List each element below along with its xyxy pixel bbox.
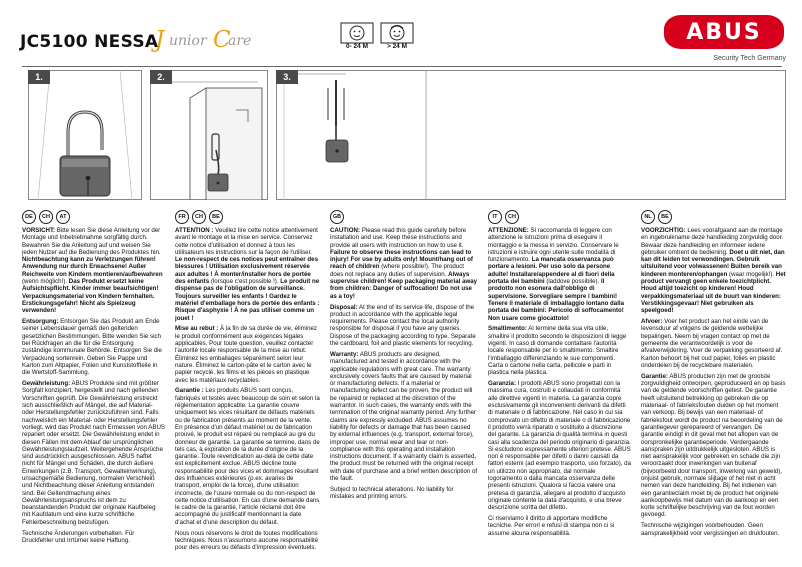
bold-text: Garanzia: <box>488 380 516 388</box>
body-text: (laddove possibile). <box>544 278 601 286</box>
body-text: Voer het product aan het einde van de levensduur af volgens de geldende wettelijke bepalingen. Neem bij vragen contact op met de gemeente die verantwoordelijk is voor de afvalverwijdering. Voer de verpakking gesorteerd af. Karton behoort bij het oud papier, folies en plastic onderdelen bij de recyclebare materialen. <box>641 318 783 369</box>
age-label-child: > 24 M <box>386 43 408 50</box>
paragraph <box>488 380 631 511</box>
paragraph <box>22 380 165 526</box>
body-text: Please read this guide carefully before installation and use. Keep these instructions and provide all users with instruction on how to use it. <box>330 227 467 249</box>
body-text: Si raccomanda di leggere con attenzione le istruzioni prima di eseguire il montaggio e la messa in servizio. Conservare le istruzioni e istruire ogni utente sulle modalità di funzionamento. <box>488 227 619 264</box>
lang-badge-de: DE <box>22 210 36 224</box>
junior-care-logo <box>155 27 273 53</box>
paragraph <box>330 486 478 501</box>
text-column-nl <box>641 227 786 541</box>
paragraph <box>330 304 478 348</box>
paragraph <box>22 318 165 376</box>
body-text: Technische wijzigingen voorbehouden. Geen aansprakelijkheid voor vergissingen en drukfouten. <box>641 522 780 537</box>
paragraph <box>488 227 631 322</box>
bold-text: Warranty: <box>330 350 359 358</box>
body-text: ABUS products are designed, manufactured and tested in accordance with the applicable regulations with great care. The warranty exclusively covers faults that are caused by material or manufacturing defects. If a material or manufacturing defect can be proven, the product will be repaired or replaced at the discretion of the warrantor. In such cases, the warranty ends with the termination of the original warranty period. Any further claims are expressly excluded. ABUS assumes no liability for defects or damage that has been caused by external influences (e.g. transport, external force), improper use, normal wear and tear or non-compliance with this operating and installation instructions document. If a warranty claim is asserted, the product must be returned with the original receipt with date of purchase and a brief written description of the fault. <box>330 350 478 482</box>
bold-text: VOORZICHTIG: <box>641 227 686 234</box>
body-text: Nous nous réservons le droit de toutes modifications techniques. Nous n'assumons aucune responsabilité pour des erreurs ou défauts d'impression éventuels. <box>175 529 319 552</box>
body-text: Al termine della sua vita utile, smaltire il prodotto secondo le disposizioni di legge vigenti. In caso di domande contattare l'autorità locale responsabile per lo smaltimento. Smaltire l'imballaggio differenziando le sue componenti. Carta o cartone nella carta, pellicole e parti in plastica nella plastica. <box>488 325 627 377</box>
body-text: (wenn möglich!). <box>22 278 69 286</box>
paragraph <box>488 325 631 376</box>
body-text: Bitte lesen Sie diese Anleitung vor der Montage und Inbetriebnahme sorgfältig durch. Bewahren Sie die Anleitung auf und weisen Sie jeden Nutzer auf die Bedienung des Produktes hin. <box>22 227 161 256</box>
paragraph <box>641 522 786 537</box>
bold-text: Garantie: <box>641 372 668 380</box>
bold-text: Entsorgung: <box>22 318 59 326</box>
figure-1-illustration <box>28 70 142 200</box>
body-text: Veuillez lire cette notice attentivement avant le montage et la mise en service. Conservez cette notice d'utilisation et donnez à tous les utilisateurs les instructions sur la façon de l'utiliser. <box>175 227 318 256</box>
figure-3 <box>276 70 786 200</box>
lang-badge-ch: CH <box>39 210 53 224</box>
text-column-de <box>22 227 165 548</box>
body-text: (lorsque c'est possible !). <box>209 278 281 286</box>
brand-tagline: Security Tech Germany <box>713 55 786 62</box>
bold-text: Doet u dit niet, dan kan dit leiden tot verwondingen. Gebruik uitsluitend voor volwassenen! Buiten bereik van kinderen monteren/ophangen <box>641 248 785 278</box>
body-text: À la fin de sa durée de vie, éliminez le produit conformément aux exigences légales applicables. Pour toute question, veuillez contacter l'autorité locale responsable de la mise au rebut. Éliminez les emballages séparément selon leur nature. Éliminez le carton-pâte et le carton avec le papier recyclé, les films et les pièces en plastique avec les matériaux recyclables. <box>175 325 317 384</box>
text-column-fr <box>175 227 320 555</box>
body-text: I prodotti ABUS sono progettati con la massima cura, costruiti e collaudati in conformità alle direttive vigenti in materia. La garanzia copre esclusivamente gli inconvenienti derivanti da difetti di materiale o di fabbricazione. Nel caso in cui sia comprovato un difetto di materiale o di fabbricazione il prodotto verrà riparato o sostituito a discrezione del garante. La garanzia di qualità termina in questi casi alla scadenza del periodo originario di garanzia. Si escludono espressamente ulteriori pretese. ABUS non è responsabile per difetti o danni causati da fattori esterni (ad esempio trasporto, uso forzato), da un utilizzo non appropriato, dal normale logoramento o dalla mancata osservanza delle presenti istruzioni. Qualora si faccia valere una pretesa di garanzia, allegare al prodotto d'acquisto originale contente la data d'acquisto, e una breve descrizione scritta del difetto. <box>488 380 632 512</box>
bold-text: Smaltimento: <box>488 325 527 333</box>
paragraph <box>175 325 320 383</box>
lang-badge-be: BE <box>209 210 223 224</box>
bold-text: Garantie : <box>175 387 204 395</box>
figure-3-illustration <box>276 70 786 200</box>
language-badges-fr <box>175 210 223 224</box>
body-text: ABUS producten zijn met de grootste zorgvuldigheid ontworpen, geproduceerd en op basis van de geldende voorschriften getest. De garantie heeft uitsluitend betrekking op gebreken die op materiaal- of fabrieksfouten duiden op het moment van verkoop. Bij bewijs van een materiaal- of fabrieksfout wordt de product na beoordeling van de garantiegever gerepareerd of vervangen. De garantie eindigt in dit geval met het aflopen van de oorspronkelijke garantieperiode. Verdergaande aanspraken zijn uitdrukkelijk uitgesloten. ABUS is niet aansprakelijk voor gebreken en schade die zijn veroorzaakt door inwerkingen van buitenaf (bijvoorbeeld door transport, inwerking van geweld), onjuist gebruik, normale slijtage of het niet in acht nemen van deze handleiding. Bij het indienen van een garantieclaim moet bij de product het originele aankoopbewijs met datum van de aankoop en een korte schriftelijke beschrijving van de fout worden gevoegd. <box>641 372 786 519</box>
lang-badge-ch: CH <box>505 210 519 224</box>
paragraph <box>330 351 478 482</box>
bold-text: VORSICHT: <box>22 227 56 234</box>
body-text: (waar mogelijk!). <box>727 270 776 278</box>
lang-badge-be: BE <box>658 210 672 224</box>
paragraph <box>641 227 786 315</box>
paragraph <box>175 227 320 322</box>
paragraph <box>488 515 631 537</box>
bold-text: Gewährleistung: <box>22 380 71 388</box>
language-badges-gb <box>330 210 344 224</box>
lang-badge-fr: FR <box>175 210 189 224</box>
bold-text: Disposal: <box>330 303 358 311</box>
bold-text: Afvoer: <box>641 318 663 326</box>
bold-text: Le produit ne dispense pas de l'obligation de surveillance. Toujours surveiller les enfants ! Gardez le matériel d'emballage hors de portée des enfants : Risque d'asphyxie ! À ne pas utiliser comme un jouet ! <box>175 278 320 322</box>
body-text: Subject to technical alterations. No liability for mistakes and printing errors. <box>330 485 454 501</box>
language-badges-nl <box>641 210 672 224</box>
bold-text: ATTENZIONE: <box>488 227 529 234</box>
bold-text: Das Produkt ersetzt keine Aufsichtspflicht. Kinder immer beaufsichtigen! Verpackungsmaterial von Kindern fernhalten. Erstickungsgefahr! Nicht als Spielzeug verwenden! <box>22 278 159 315</box>
bold-text: Nichtbeachtung kann zu Verletzungen führen! Anwendung nur durch Erwachsene! Außer Reichweite von Kindern montieren/aufbewahren <box>22 256 163 278</box>
bold-text: Le non-respect de ces notices peut entraîner des blessures ! Utilisation exclusivement réservée aux adultes ! À monter/installer hors de portée des enfants <box>175 256 318 286</box>
body-text: Les produits ABUS sont conçus, fabriqués et testés avec beaucoup de soin et selon la réglementation applicable. La garantie couvre uniquement les vices résultant de défauts matériels ou de fabrication présents au moment de la vente. En présence d'un défaut matériel ou de fabrication prouvé, le produit est réparé ou remplacé au gré du donneur de garantie. La garantie se termine, dans de tels cas, à expiration de la durée d'origine de la garantie. Toute revendication au-delà de cette date est explicitement exclue. ABUS décline toute responsabilité pour des vices et dommages résultant des influences extérieures (p.ex. avaries de transport, emploi de la force), d'une utilisation incorrecte, de l'usure normale ou du non-respect de cette notice d'utilisation. En cas d'une demande dans le cadre de la garantie, l'article réclamé doit être accompagné du justificatif mentionnant la date d'achat et d'une description du défaut. <box>175 387 320 526</box>
bold-text: La mancata osservanza può portare a lesioni. Per uso solo da persone adulte! Installare/appendere al di fuori della portata dei bambini <box>488 256 615 286</box>
junior-care-word-2: are <box>228 33 252 49</box>
lang-badge-it: IT <box>488 210 502 224</box>
bold-text: Het product vervangt geen enkele toezichtplicht. Houd altijd toezicht op kinderen! Houd verpakkingsmateriaal uit de buurt van kinderen: Verstikkingsgevaar! Niet gebruiken als speelgoed! <box>641 270 786 315</box>
body-text: Technische Änderungen vorbehalten. Für Druckfehler und Irrtümer keine Haftung. <box>22 529 135 544</box>
abus-logo-text: ABUS <box>686 20 762 45</box>
paragraph <box>22 530 165 545</box>
figure-2-illustration <box>150 70 268 200</box>
paragraph <box>641 318 786 369</box>
body-text: Entsorgen Sie das Produkt am Ende seiner Lebensdauer gemäß den geltenden gesetzlichen Bestimmungen. Bitte wenden Sie sich bei Rückfragen an die für die Entsorgung zuständige kommunale Behörde. Entsorgen Sie die Verpackung sortenrein. Geben Sie Pappe und Karton zum Altpapier, Folien und Kunststoffteile in die Wertstoff-Sammlung. <box>22 318 162 377</box>
abus-logo <box>664 15 784 49</box>
junior-care-word-1: unior <box>169 33 207 49</box>
bold-text: ATTENTION : <box>175 227 214 234</box>
bold-text: Always supervise children! Keep packaging material away from children: Danger of suffocation! Do not use as a toy! <box>330 270 478 300</box>
figure-3-number: 3. <box>276 70 298 84</box>
body-text: ABUS Produkte sind mit größter Sorgfalt konzipiert, hergestellt und nach geltenden Vorschriften geprüft. Die Gewährleistung erstreckt sich ausschließlich auf Mängel, die auf Material- oder Herstellungsfehler zurückzuführen sind. Falls nachweislich ein Material- oder Herstellungsfehler vorliegt, wird das Produkt nach Ermessen von ABUS repariert oder ersetzt. Die Gewährleistung endet in diesen Fällen mit dem Ablauf der ursprünglichen Gewährleistungslaufzeit. Weitergehende Ansprüche sind ausdrücklich ausgeschlossen. ABUS haftet nicht für Mängel und Schäden, die durch äußere Einwirkungen (z.B. Transport, Gewalteinwirkung), unsachgemäße Bedienung, normalen Verschleiß und Nichtbeachtung dieser Anleitung entstanden sind. Bei Geltendmachung eines Gewährleistungsanspruchs ist dem zu beanstandenden Produkt der originale Kaufbeleg mit Kaufdatum und eine kurze schriftliche Fehlerbeschreibung beizufügen. <box>22 380 166 526</box>
bold-text: Mise au rebut : <box>175 325 219 333</box>
lang-badge-nl: NL <box>641 210 655 224</box>
bold-text: Il prodotto non esonera dall'obbligo di supervisione. Sorvegliare sempre i bambini! Tenere il materiale di imballaggio lontano dalla portata dei bambini: Pericolo di soffocamento! Non usare come giocattolo! <box>488 278 625 322</box>
lang-badge-at: AT <box>56 210 70 224</box>
junior-care-initial-1: J <box>155 27 165 53</box>
bold-text: CAUTION: <box>330 227 361 234</box>
figure-2 <box>150 70 268 200</box>
bold-text: Failure to observe these instructions can lead to injury! For use by adults only! Mount/hang out of reach of children <box>330 248 473 271</box>
paragraph <box>330 227 478 300</box>
paragraph <box>22 227 165 315</box>
paragraph <box>641 373 786 519</box>
age-label-infant: 0- 24 M <box>345 43 369 50</box>
language-badges-de <box>22 210 70 224</box>
paragraph <box>175 387 320 526</box>
text-column-gb <box>330 227 478 504</box>
paragraph <box>175 530 320 552</box>
body-text: Ci riserviamo il diritto di apportare modifiche tecniche. Per errori e refusi di stampa non ci si assume alcuna responsabilità. <box>488 515 615 537</box>
text-column-it <box>488 227 631 541</box>
body-text: (where possible!). The product does not replace any duties of supervision. <box>330 263 465 278</box>
model-title: JC5100 NESSA <box>20 32 159 52</box>
figure-2-number: 2. <box>150 70 172 84</box>
junior-care-initial-2: C <box>213 27 231 53</box>
body-text: At the end of its service life, dispose of the product in accordance with the applicable legal requirements. Please contact the local authority responsible for disposal if you have any queries. Dispose of the packaging according to type. Separate the cardboard, foil and plastic elements for recycling. <box>330 303 476 348</box>
figure-1 <box>28 70 142 200</box>
header-divider <box>22 66 782 67</box>
lang-badge-gb: GB <box>330 210 344 224</box>
body-text: Lees voorafgaand aan de montage en ingebruikname deze handleiding zorgvuldig door. Bewaar deze handleiding en informeer iedere gebruiker omtrent de bediening. <box>641 227 784 256</box>
figure-1-number: 1. <box>28 70 50 84</box>
lang-badge-ch: CH <box>192 210 206 224</box>
language-badges-it <box>488 210 519 224</box>
